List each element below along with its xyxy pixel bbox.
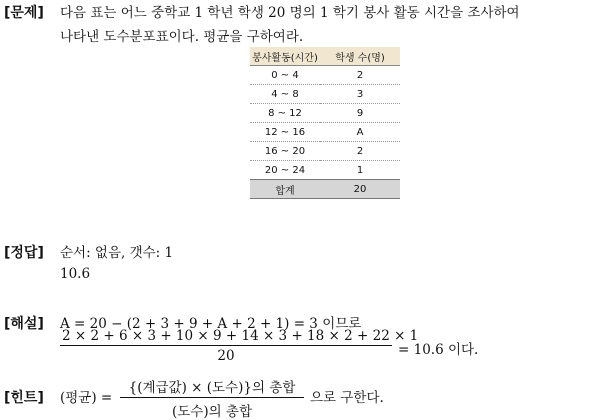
table-cell-count: 3: [320, 85, 400, 104]
table-cell-class: 0 ~ 4: [250, 66, 320, 85]
explanation-numerator: 2 × 2 + 6 × 3 + 10 × 9 + 14 × 3 + 18 × 2 + 22 × 1: [62, 328, 419, 344]
table-row: [250, 161, 400, 180]
table-header-row: [250, 47, 400, 66]
table-cell-class: 16 ~ 20: [250, 142, 320, 161]
table-cell-count: 1: [320, 161, 400, 180]
table-cell-class: 8 ~ 12: [250, 104, 320, 123]
table-cell-class: 12 ~ 16: [250, 123, 320, 142]
problem-text-line2: 나타낸 도수분포표이다. 평균을 구하여라.: [60, 29, 304, 45]
hint-label: [힌트]: [4, 390, 44, 406]
table-row: [250, 142, 400, 161]
table-row: [250, 123, 400, 142]
explanation-result: = 10.6 이다.: [398, 342, 479, 358]
explanation-denominator: 20: [217, 348, 235, 364]
table-cell-class: 4 ~ 8: [250, 85, 320, 104]
table-cell-count: 2: [320, 142, 400, 161]
table-cell-count: 2: [320, 66, 400, 85]
hint-tail: 으로 구한다.: [310, 390, 384, 406]
table-row: [250, 66, 400, 85]
explanation-label: [해설]: [4, 316, 44, 332]
answer-value: 10.6: [60, 266, 91, 282]
explanation-fraction: [60, 328, 419, 364]
frequency-table: [250, 47, 400, 199]
problem-label: [문제]: [4, 5, 44, 21]
problem-text-line1: 다음 표는 어느 중학교 1 학년 학생 20 명의 1 학기 봉사 활동 시간을 조사하여: [60, 5, 520, 21]
hint-numerator: {(계급값) × (도수)}의 총합: [128, 380, 296, 396]
hint-fraction: [120, 376, 304, 420]
table-cell-count: 9: [320, 104, 400, 123]
answer-label: [정답]: [4, 245, 44, 261]
table-header-students: 학생 수(명): [320, 47, 400, 66]
table-row: [250, 104, 400, 123]
explanation-line1: A = 20 − (2 + 3 + 9 + A + 2 + 1) = 3 이므로: [60, 316, 362, 332]
table-total-row: [250, 180, 400, 199]
table-header-hours: 봉사활동(시간): [250, 47, 320, 66]
hint-prefix: (평균) =: [60, 390, 113, 406]
table-total-value: 20: [320, 180, 400, 199]
table-cell-count: A: [320, 123, 400, 142]
table-total-label: 합계: [250, 180, 320, 199]
table-row: [250, 85, 400, 104]
hint-denominator: (도수)의 총합: [171, 404, 253, 420]
table-cell-class: 20 ~ 24: [250, 161, 320, 180]
answer-order-count: 순서: 없음, 갯수: 1: [60, 245, 174, 261]
